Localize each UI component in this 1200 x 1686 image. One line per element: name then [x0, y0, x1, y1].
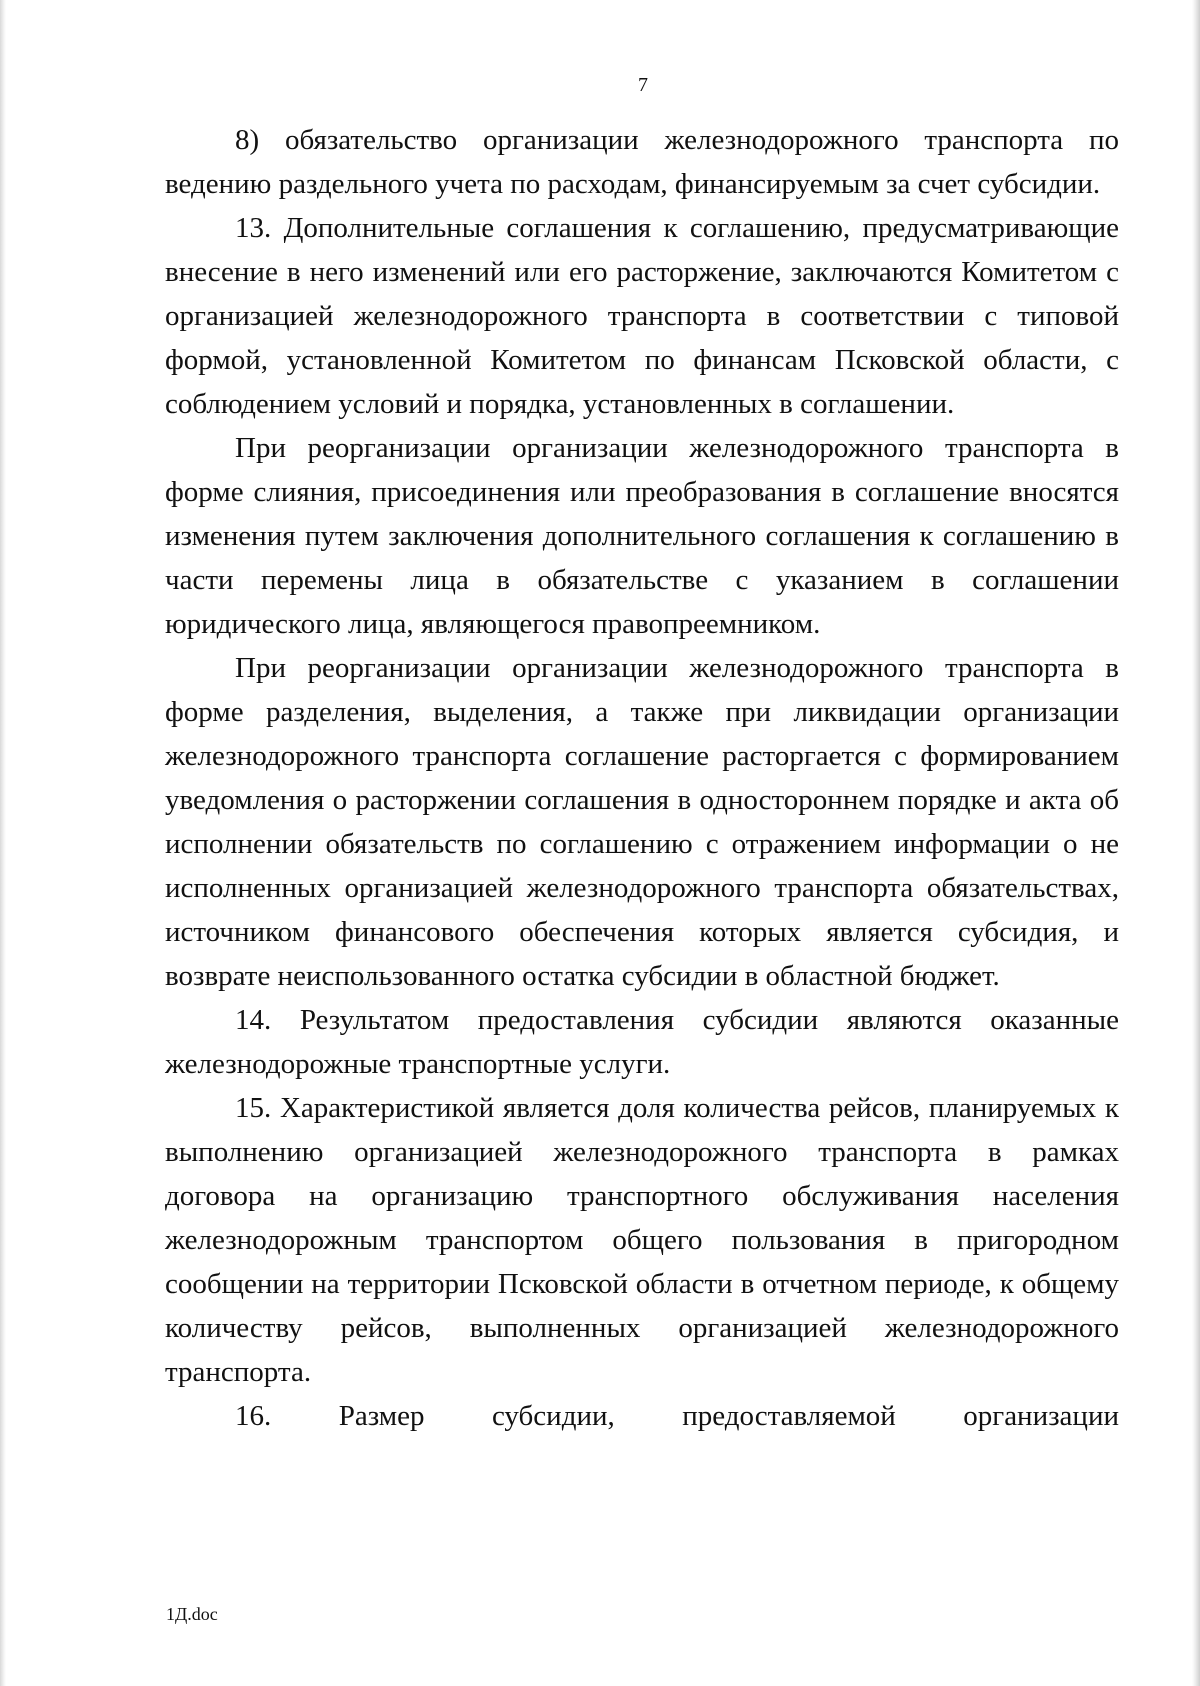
paragraph-item-8: 8) обязательство организации железнодорожного транспорта по ведению раздельного учета по расходам, финансируемым за счет субсидии. [165, 124, 1119, 200]
paragraph-reorganization-division: При реорганизации организации железнодорожного транспорта в форме разделения, выделения, а также при ликвидации организации железнодорожного транспорта соглашение расторгается с формированием уведомления о расторжении соглашения в одностороннем порядке и акта об исполнении обязательств по соглашению с отражением информации о не исполненных организацией железнодорожного транспорта обязательствах, источником финансового обеспечения которых является субсидия, и возврате неиспользованного остатка субсидии в областной бюджет. [165, 652, 1119, 992]
paragraph-14: 14. Результатом предоставления субсидии являются оказанные железнодорожные транспортные услуги. [165, 1004, 1119, 1080]
paragraph-16: 16. Размер субсидии, предоставляемой организации [235, 1400, 1119, 1432]
scan-edge-left [0, 0, 6, 1686]
footer-filename: 1Д.doc [166, 1604, 218, 1624]
paragraph-reorganization-merger: При реорганизации организации железнодорожного транспорта в форме слияния, присоединения или преобразования в соглашение вносятся изменения путем заключения дополнительного соглашения к соглашению в части перемены лица в обязательстве с указанием в соглашении юридического лица, являющегося правопреемником. [165, 432, 1119, 640]
scan-edge-right [1192, 0, 1200, 1686]
page-number: 7 [638, 74, 648, 96]
paragraph-15: 15. Характеристикой является доля количества рейсов, планируемых к выполнению организацией железнодорожного транспорта в рамках договора на организацию транспортного обслуживания населения железнодорожным транспортом общего пользования в пригородном сообщении на территории Псковской области в отчетном периоде, к общему количеству рейсов, выполненных организацией железнодорожного транспорта. [165, 1092, 1119, 1388]
document-body [165, 118, 1119, 1438]
paragraph-13: 13. Дополнительные соглашения к соглашению, предусматривающие внесение в него изменений или его расторжение, заключаются Комитетом с организацией железнодорожного транспорта в соответствии с типовой формой, установленной Комитетом по финансам Псковской области, с соблюдением условий и порядка, установленных в соглашении. [165, 212, 1119, 420]
